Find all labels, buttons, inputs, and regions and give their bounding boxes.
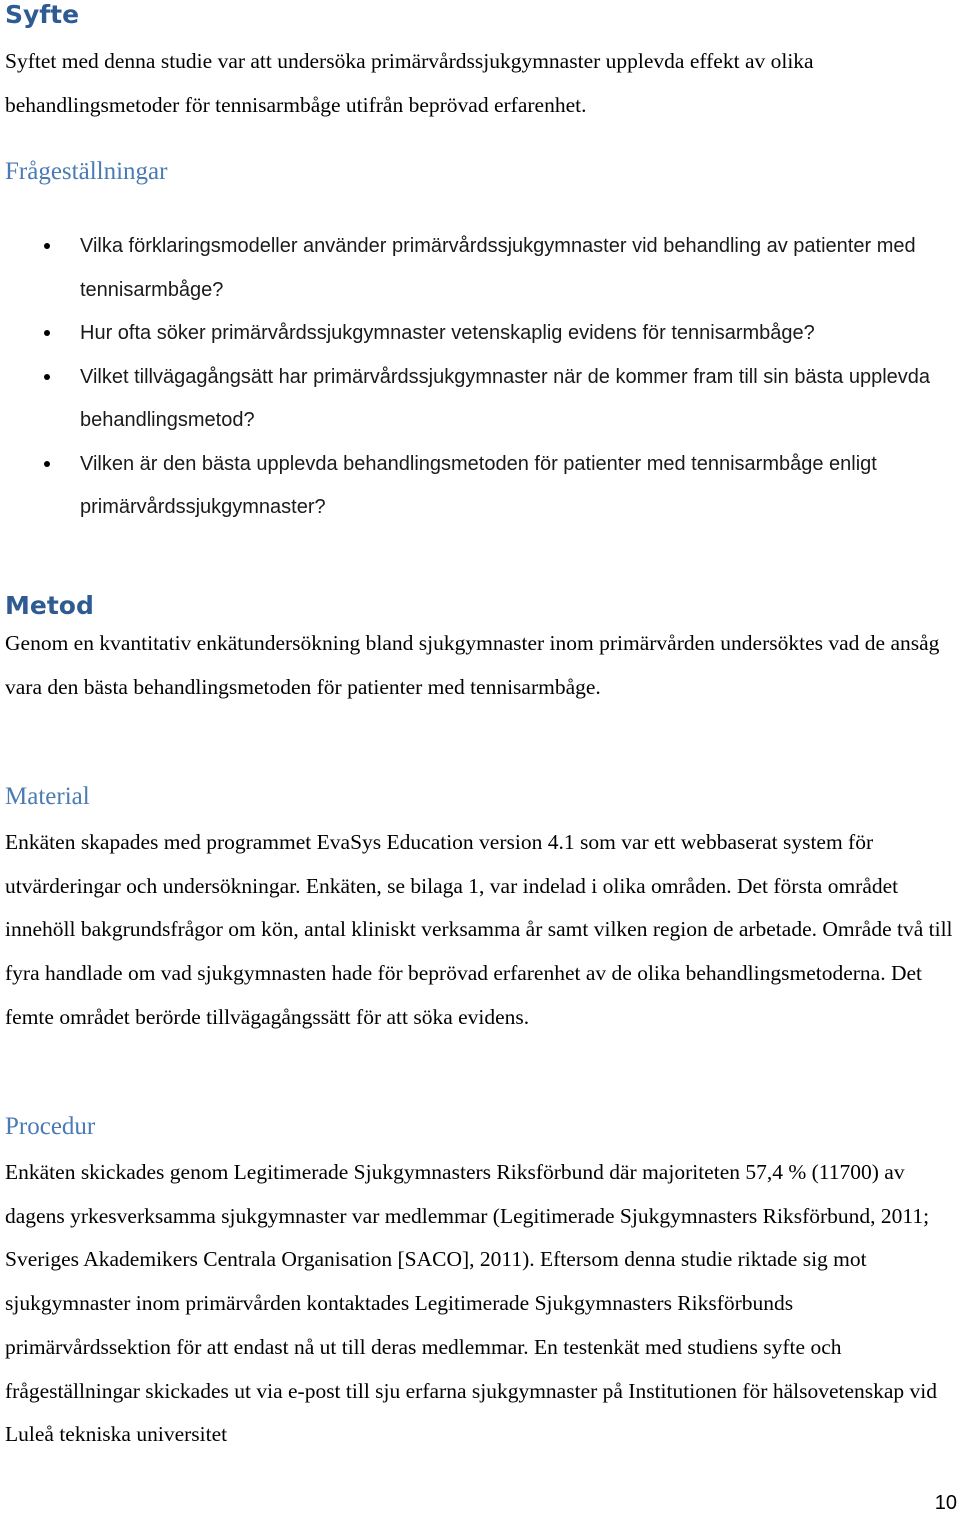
paragraph-procedur: Enkäten skickades genom Legitimerade Sjukgymnasters Riksförbund där majoriteten 57,4 % (11700) av dagens yrkesverksamma sjukgymnaster var medlemmar (Legitimerade Sjukgymnasters Riksförbund, 2011; Sveriges Akademikers Centrala Organisation [SACO], 2011). Eftersom denna studie riktade sig mot sjukgymnaster inom primärvården kontaktades Legitimerade Sjukgymnasters Riksförbunds primärvårdssektion för att endast nå ut till deras medlemmar. En testenkät med studiens syfte och frågeställningar skickades ut via e-post till sju erfarna sjukgymnaster på Institutionen för hälsovetenskap vid Luleå tekniska universitet (5, 1160, 938, 1447)
heading-procedur: Procedur (5, 1113, 96, 1140)
paragraph-metod: Genom en kvantitativ enkätundersökning bland sjukgymnaster inom primärvården undersöktes vad de ansåg vara den bästa behandlingsmetoden för patienter med tennisarmbåge. (5, 631, 940, 699)
list-item-text: Hur ofta söker primärvårdssjukgymnaster vetenskaplig evidens för tennisarmbåge? (80, 322, 815, 344)
list-item-text: Vilka förklaringsmodeller använder primärvårdssjukgymnaster vid behandling av patienter med tennisarmbåge? (80, 235, 916, 301)
list-item-text: Vilket tillvägagångsätt har primärvårdssjukgymnaster när de kommer fram till sin bästa upplevda behandlingsmetod? (80, 365, 931, 431)
heading-fragestallningar: Frågeställningar (5, 158, 168, 185)
heading-metod: Metod (5, 591, 94, 620)
list-item (0, 225, 940, 312)
bullet-icon (44, 374, 50, 380)
bullet-icon (44, 330, 50, 336)
list-item-text: Vilken är den bästa upplevda behandlingsmetoden för patienter med tennisarmbåge enligt primärvårdssjukgymnaster? (80, 452, 877, 518)
bullet-icon (44, 461, 50, 467)
research-questions-list (0, 225, 960, 530)
heading-material: Material (5, 783, 90, 810)
paragraph-material: Enkäten skapades med programmet EvaSys Education version 4.1 som var ett webbaserat system för utvärderingar och undersökningar. Enkäten, se bilaga 1, var indelad i olika områden. Det första området innehöll bakgrundsfrågor om kön, antal kliniskt verksamma år samt vilken region de arbetade. Område två till fyra handlade om vad sjukgymnasten hade för beprövad erfarenhet av de olika behandlingsmetoderna. Det femte området berörde tillvägagångssätt för att söka evidens. (5, 830, 953, 1029)
page-number: 10 (934, 1492, 957, 1514)
bullet-icon (44, 243, 50, 249)
paragraph-syfte: Syftet med denna studie var att undersöka primärvårdssjukgymnaster upplevda effekt av olika behandlingsmetoder för tennisarmbåge utifrån beprövad erfarenhet. (5, 49, 814, 117)
list-item (0, 312, 940, 356)
heading-syfte: Syfte (5, 0, 80, 29)
list-item (0, 356, 940, 443)
list-item (0, 443, 940, 530)
